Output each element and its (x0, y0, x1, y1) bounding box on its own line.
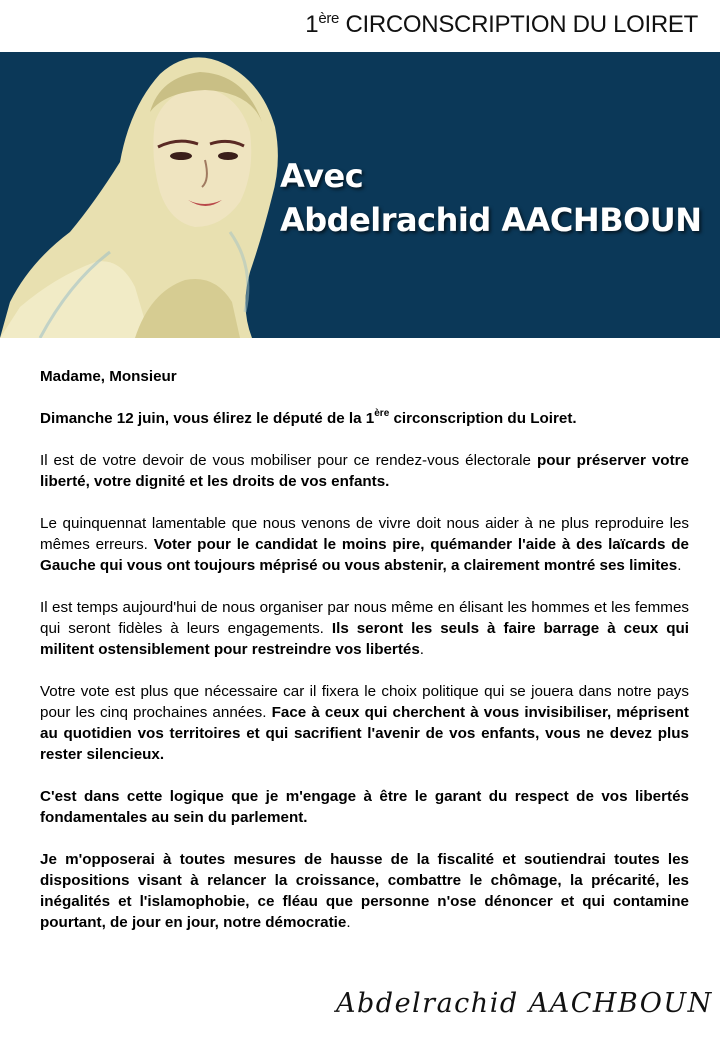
salutation: Madame, Monsieur (40, 368, 177, 385)
letter-body (40, 366, 689, 954)
header-title (305, 10, 698, 39)
paragraph-2: Il est de votre devoir de vous mobiliser pour ce rendez-vous électorale pour préserver votre liberté, votre dignité et les droits de vos enfants. (40, 452, 690, 490)
paragraph-3: Le quinquennat lamentable que nous venons de vivre doit nous aider à ne plus reproduire les mêmes erreurs. Voter pour le candidat le moins pire, quémander l'aide à des laïcards de Gauche qui vous ont toujours méprisé ou vous abstenir, a clairement montré ses limites. (40, 515, 689, 574)
header-title-number: 1 (305, 11, 319, 38)
hero-banner (0, 52, 720, 338)
header-title-sup: ère (318, 10, 340, 27)
paragraph-4: Il est temps aujourd'hui de nous organiser par nous même en élisant les hommes et les femmes qui seront fidèles à leurs engagements. Ils seront les seuls à faire barrage à ceux qui militent ostensiblement pour restreindre vos libertés. (40, 599, 689, 658)
banner-headline (280, 154, 702, 242)
banner-line-2: Abdelrachid AACHBOUN (280, 201, 702, 239)
paragraph-5: Votre vote est plus que nécessaire car il fixera le choix politique qui se jouera dans notre pays pour les cinq prochaines années. Face à ceux qui cherchent à vous invisibiliser, méprisent au quotidien vos territoires et qui sacrifient l'avenir de vos enfants, vous ne devez plus rester silencieux. (40, 683, 689, 763)
banner-line-1: Avec (280, 157, 364, 195)
signature: Abdelrachid AACHBOUN (336, 988, 713, 1019)
paragraph-6: C'est dans cette logique que je m'engage à être le garant du respect de vos libertés fondamentales au sein du parlement. (40, 788, 689, 826)
paragraph-1: Dimanche 12 juin, vous élirez le député de la 1ère circonscription du Loiret. (40, 408, 577, 427)
header-title-rest: CIRCONSCRIPTION DU LOIRET (339, 11, 698, 38)
portrait-image (0, 52, 290, 338)
paragraph-7: Je m'opposerai à toutes mesures de hausse de la fiscalité et soutiendrai toutes les dispositions visant à relancer la croissance, combattre le chômage, la précarité, les inégalités et l'islamophobie, ce fléau que personne n'ose dénoncer et qui contamine pourtant, de jour en jour, notre démocratie. (40, 851, 689, 931)
